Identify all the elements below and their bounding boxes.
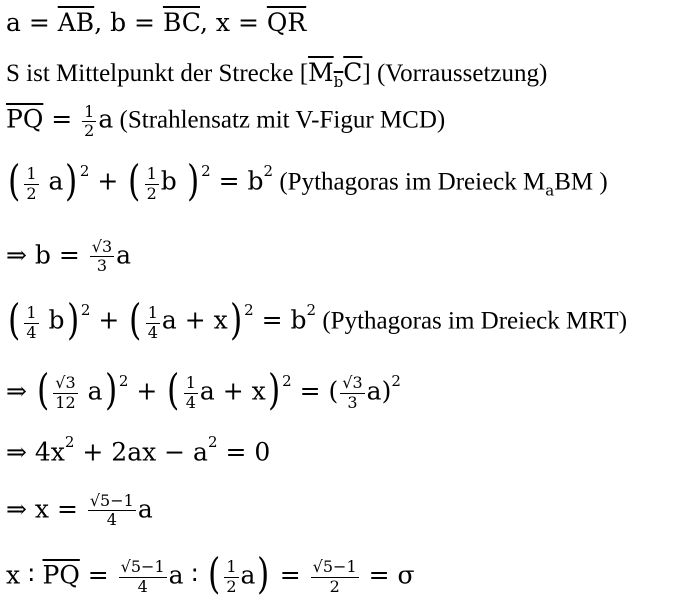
fraction: $\frac{1}{4}$ [147,303,158,342]
annotation: (Pythagoras im Dreieck MRT) [316,307,628,335]
right-paren: ) [229,295,243,344]
fraction: $\frac{1}{2}$ [146,164,157,203]
left-paren: ( [167,365,180,414]
exponent: 2 [244,301,254,320]
fraction: $\frac{1}{2}$ [226,557,237,596]
left-paren: ( [8,156,21,205]
text: ⇒ 4x [6,437,65,467]
line-result-b [6,238,131,276]
text: = 0 [217,437,271,467]
exponent: 2 [201,162,211,181]
text: a [240,560,256,590]
text: a [137,494,153,524]
text: a [40,166,64,196]
line-definitions [6,10,306,35]
left-paren: ( [128,156,141,205]
exponent: 2 [263,162,274,181]
text: x ∶ [6,560,43,590]
left-paren: ( [8,295,21,344]
annotation: (Strahlensatz mit V-Figur MCD) [113,106,446,134]
text: a + x [199,376,266,406]
right-paren: ) [257,549,270,598]
exponent: 2 [80,301,91,320]
segment-qr: $\overline{QR}$ [266,8,307,37]
text: = b [210,166,264,196]
left-paren: ( [208,549,221,598]
left-paren: ( [129,295,142,344]
text: a [98,104,114,134]
text: ⇒ b = [6,240,88,270]
text: a + x [161,305,228,335]
text: ⇒ [6,376,35,406]
line-quadratic [6,433,271,467]
line-golden-ratio [6,549,415,598]
segment-bc: $\overline{BC}$ [162,8,201,37]
fraction: $\frac{1}{4}$ [26,303,37,342]
text: a [79,376,103,406]
text: , x = [200,8,267,37]
line-result-x [6,492,153,530]
text: = σ [360,560,415,590]
right-paren: ) [104,365,117,414]
text: = [79,560,117,590]
text: + [89,166,127,196]
text: = [271,560,309,590]
text: a [116,240,132,270]
exponent: 2 [282,372,292,391]
line-strahlensatz [6,103,445,141]
fraction: $\frac{1}{4}$ [185,373,196,412]
exponent: 2 [79,162,90,181]
text: b [160,166,185,196]
text: + [90,305,128,335]
exponent: 2 [64,433,75,451]
exponent: 2 [207,433,218,451]
fraction: $\frac{1}{2}$ [84,102,95,141]
fraction: $\frac{√5-1}{2}$ [312,557,357,596]
segment-ab: $\overline{AB}$ [57,8,95,37]
right-paren: ) [66,295,79,344]
fraction: $\frac{√3}{3}$ [91,237,113,276]
text: ⇒ x = [6,494,86,524]
text: a) [366,376,392,406]
fraction: $\frac{√3}{12}$ [55,373,76,412]
annotation: (Pythagoras im Dreieck M [273,168,546,196]
fraction: $\frac{√5-1}{4}$ [120,557,165,596]
text: ] (Vorraussetzung) [362,60,548,87]
segment-mbc: $M_bC$ [308,58,363,91]
line-pythagoras-2 [6,295,628,344]
left-paren: ( [36,365,50,414]
subscript: a [545,181,555,200]
line-substitution [6,365,401,414]
segment-pq: $\overline{PQ}$ [42,560,80,590]
text: = b [253,305,307,335]
right-paren: ) [65,156,78,205]
line-premise [6,60,547,90]
annotation: BM ) [554,168,608,196]
fraction: $\frac{1}{2}$ [26,164,37,203]
right-paren: ) [186,156,200,205]
text: a ∶ [168,560,206,590]
right-paren: ) [267,365,281,414]
text: S ist Mittelpunkt der Strecke [ [6,60,309,87]
exponent: 2 [391,372,401,391]
exponent: 2 [118,372,129,391]
text: = ( [291,376,339,406]
text: + 2ax − a [74,437,208,467]
segment-pq: $\overline{PQ}$ [6,104,44,134]
text: = [43,104,81,134]
text: , b = [94,8,163,37]
fraction: $\frac{√5-1}{4}$ [89,491,134,530]
exponent: 2 [306,301,317,320]
line-pythagoras-1 [6,156,608,205]
text: a = [6,8,58,37]
text: b [40,305,65,335]
fraction: $\frac{√3}{3}$ [342,373,363,412]
text: + [128,376,166,406]
